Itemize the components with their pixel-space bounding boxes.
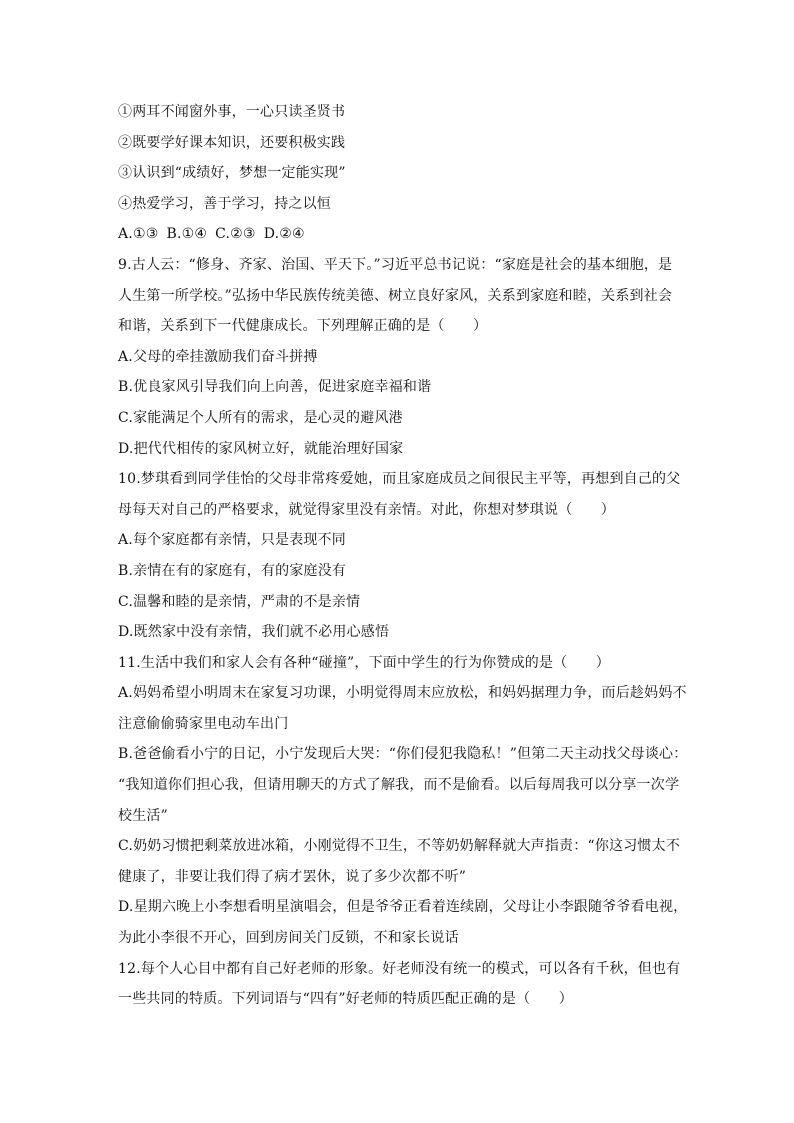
prev-choice-c: C.②③ bbox=[215, 226, 256, 243]
q11-option-a-line-1: A.妈妈希望小明周末在家复习功课，小明觉得周末应放松，和妈妈据理力争，而后趁妈妈不 bbox=[118, 685, 687, 702]
q12-stem-line-1: 12.每个人心目中都有自己好老师的形象。好老师没有统一的模式，可以各有千秋，但也有 bbox=[118, 960, 681, 977]
q10-option-b: B.亲情在有的家庭有，有的家庭没有 bbox=[118, 562, 347, 579]
q11-option-c-line-2: 健康了，非要让我们得了病才罢休，说了多少次都不听” bbox=[118, 868, 467, 885]
prev-choice-a: A.①③ bbox=[118, 226, 159, 243]
q11-option-b-line-3: 校生活” bbox=[118, 807, 168, 824]
q12-stem-line-2: 一些共同的特质。下列词语与“四有”好老师的特质匹配正确的是（ ） bbox=[118, 991, 573, 1008]
q9-option-a: A.父母的牵挂激励我们奋斗拼搏 bbox=[118, 348, 318, 365]
q10-option-d: D.既然家中没有亲情，我们就不必用心感悟 bbox=[118, 624, 390, 641]
q9-stem-line-3: 和谐，关系到下一代健康成长。下列理解正确的是（ ） bbox=[118, 318, 488, 335]
prev-item-2: ②既要学好课本知识，还要积极实践 bbox=[118, 134, 346, 151]
q11-option-b-line-2: “我知道你们担心我，但请用聊天的方式了解我，而不是偷看。以后每周我可以分享一次学 bbox=[118, 777, 680, 794]
prev-choices bbox=[118, 219, 684, 250]
q11-option-d-line-2: 为此小李很不开心，回到房间关门反锁，不和家长说话 bbox=[118, 930, 459, 947]
prev-item-4: ④热爱学习，善于学习，持之以恒 bbox=[118, 195, 331, 212]
prev-item-1: ①两耳不闻窗外事，一心只读圣贤书 bbox=[118, 104, 346, 120]
prev-item-3: ③认识到“成绩好，梦想一定能实现” bbox=[118, 165, 346, 182]
q11-stem-line-1: 11.生活中我们和家人会有各种“碰撞”，下面中学生的行为你赞成的是（ ） bbox=[118, 654, 610, 671]
q11-option-c-line-1: C.奶奶习惯把剩菜放进冰箱，小刚觉得不卫生，不等奶奶解释就大声指责：“你这习惯太不 bbox=[118, 838, 681, 855]
prev-choice-d: D.②④ bbox=[263, 226, 305, 243]
q10-option-c: C.温馨和睦的是亲情，严肃的不是亲情 bbox=[118, 593, 361, 610]
q10-option-a: A.每个家庭都有亲情，只是表现不同 bbox=[118, 532, 346, 549]
q11-option-a-line-2: 注意偷偷骑家里电动车出门 bbox=[118, 715, 289, 732]
q9-stem-line-2: 人生第一所学校。”弘扬中华民族传统美德、树立良好家风，关系到家庭和睦，关系到社会 bbox=[118, 287, 673, 304]
prev-choice-b: B.①④ bbox=[166, 226, 208, 243]
q9-option-d: D.把代代相传的家风树立好，就能治理好国家 bbox=[118, 440, 404, 457]
page-content bbox=[118, 97, 688, 1015]
q10-stem-line-2: 母每天对自己的严格要求，就觉得家里没有亲情。对此，你想对梦琪说（ ） bbox=[118, 501, 615, 518]
q10-stem-line-1: 10.梦琪看到同学佳怡的父母非常疼爱她，而且家庭成员之间很民主平等，再想到自己的父 bbox=[118, 471, 681, 488]
q11-option-d-line-1: D.星期六晚上小李想看明星演唱会，但是爷爷正看着连续剧，父母让小李跟随爷爷看电视， bbox=[118, 899, 688, 916]
q9-option-b: B.优良家风引导我们向上向善，促进家庭幸福和谐 bbox=[118, 379, 432, 396]
q11-option-b-line-1: B.爸爸偷看小宁的日记，小宁发现后大哭：“你们侵犯我隐私！”但第二天主动找父母谈心： bbox=[118, 746, 688, 763]
q9-option-c: C.家能满足个人所有的需求，是心灵的避风港 bbox=[118, 409, 403, 426]
q9-stem-line-1: 9.古人云：“修身、齐家、治国、平天下。”习近平总书记说：“家庭是社会的基本细胞，是 bbox=[118, 256, 673, 273]
